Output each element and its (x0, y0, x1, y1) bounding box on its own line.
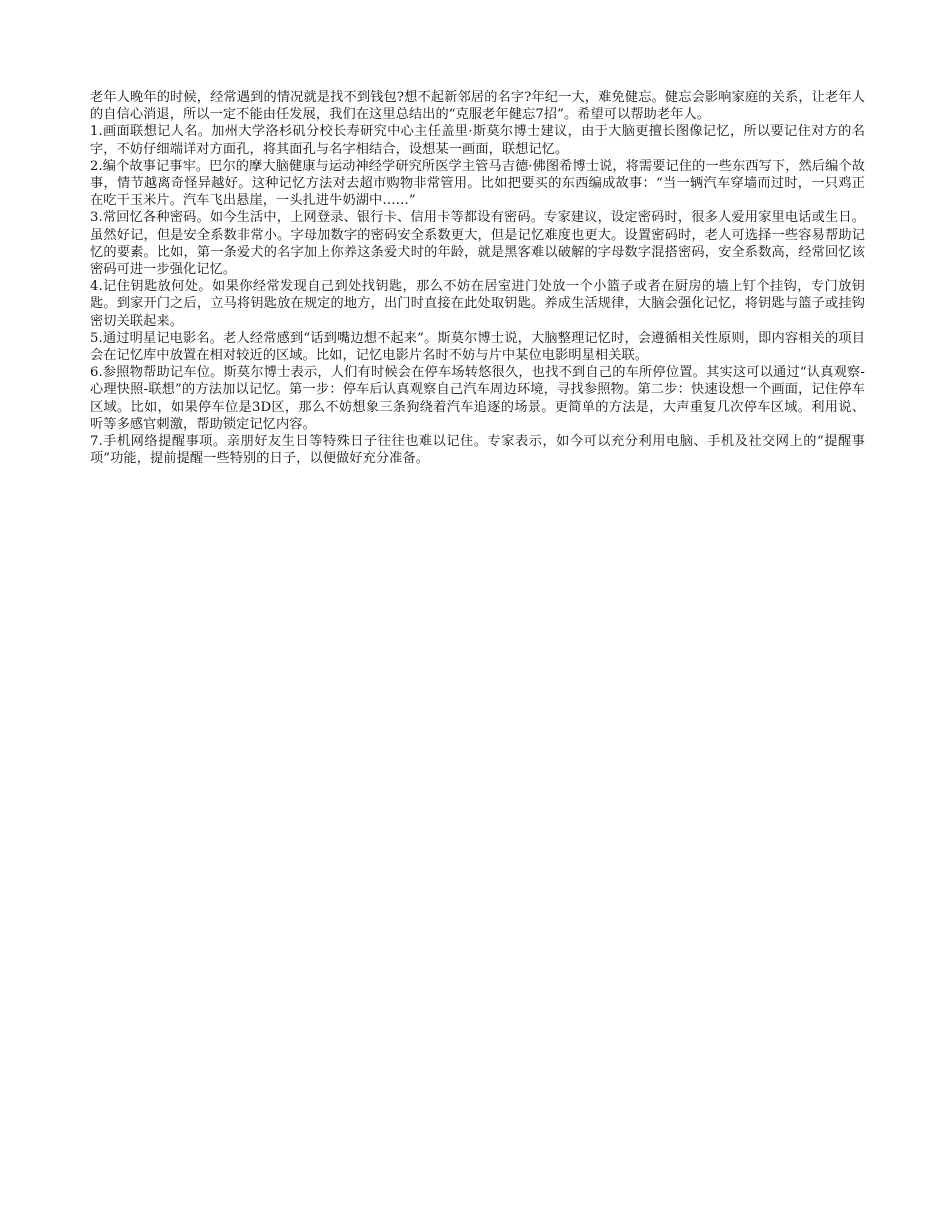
tip-paragraph-4: 4.记住钥匙放何处。如果你经常发现自己到处找钥匙，那么不妨在居室进门处放一个小篮子或者在厨房的墙上钉个挂钩，专门放钥匙。到家开门之后，立马将钥匙放在规定的地方，出门时直接在此处取钥匙。养成生活规律，大脑会强化记忆，将钥匙与篮子或挂钩密切关联起来。 (90, 279, 865, 329)
tip-paragraph-3: 3.常回忆各种密码。如今生活中，上网登录、银行卡、信用卡等都设有密码。专家建议，设定密码时，很多人爱用家里电话或生日。虽然好记，但是安全系数非常小。字母加数字的密码安全系数更大，但是记忆难度也更大。设置密码时，老人可选择一些容易帮助记忆的要素。比如，第一条爱犬的名字加上你养这条爱犬时的年龄，就是黑客难以破解的字母数字混搭密码，安全系数高，经常回忆该密码可进一步强化记忆。 (90, 210, 865, 278)
tip-paragraph-5: 5.通过明星记电影名。老人经常感到“话到嘴边想不起来”。斯莫尔博士说，大脑整理记忆时，会遵循相关性原则，即内容相关的项目会在记忆库中放置在相对较近的区域。比如，记忆电影片名时不妨与片中某位电影明星相关联。 (90, 330, 865, 364)
tip-paragraph-1: 1.画面联想记人名。加州大学洛杉矶分校长寿研究中心主任盖里·斯莫尔博士建议，由于大脑更擅长图像记忆，所以要记住对方的名字，不妨仔细端详对方面孔，将其面孔与名字相结合，设想某一画面，联想记忆。 (90, 124, 865, 157)
tip-paragraph-2: 2.编个故事记事牢。巴尔的摩大脑健康与运动神经学研究所医学主管马吉德·佛图希博士说，将需要记住的一些东西写下，然后编个故事，情节越离奇怪异越好。这种记忆方法对去超市购物非常管用。比如把要买的东西编成故事：“当一辆汽车穿墙而过时，一只鸡正在吃干玉米片。汽车飞出悬崖，一头扎进牛奶湖中……” (90, 158, 865, 209)
intro-paragraph: 老年人晚年的时候，经常遇到的情况就是找不到钱包?想不起新邻居的名字?年纪一大，难免健忘。健忘会影响家庭的关系，让老年人的自信心消退，所以一定不能由任发展，我们在这里总结出的“克服老年健忘7招”。希望可以帮助老年人。 (90, 90, 865, 123)
tip-paragraph-7: 7.手机网络提醒事项。亲朋好友生日等特殊日子往往也难以记住。专家表示，如今可以充分利用电脑、手机及社交网上的“提醒事项”功能，提前提醒一些特别的日子，以便做好充分准备。 (90, 434, 865, 467)
tip-paragraph-6: 6.参照物帮助记车位。斯莫尔博士表示，人们有时候会在停车场转悠很久，也找不到自己的车所停位置。其实这可以通过“认真观察-心理快照-联想”的方法加以记忆。第一步：停车后认真观察自己汽车周边环境，寻找参照物。第二步：快速设想一个画面，记住停车区域。比如，如果停车位是3D区，那么不妨想象三条狗绕着汽车追逐的场景。更简单的方法是，大声重复几次停车区域。利用说、听等多感官刺激，帮助锁定记忆内容。 (90, 365, 865, 432)
document-body (90, 89, 865, 467)
